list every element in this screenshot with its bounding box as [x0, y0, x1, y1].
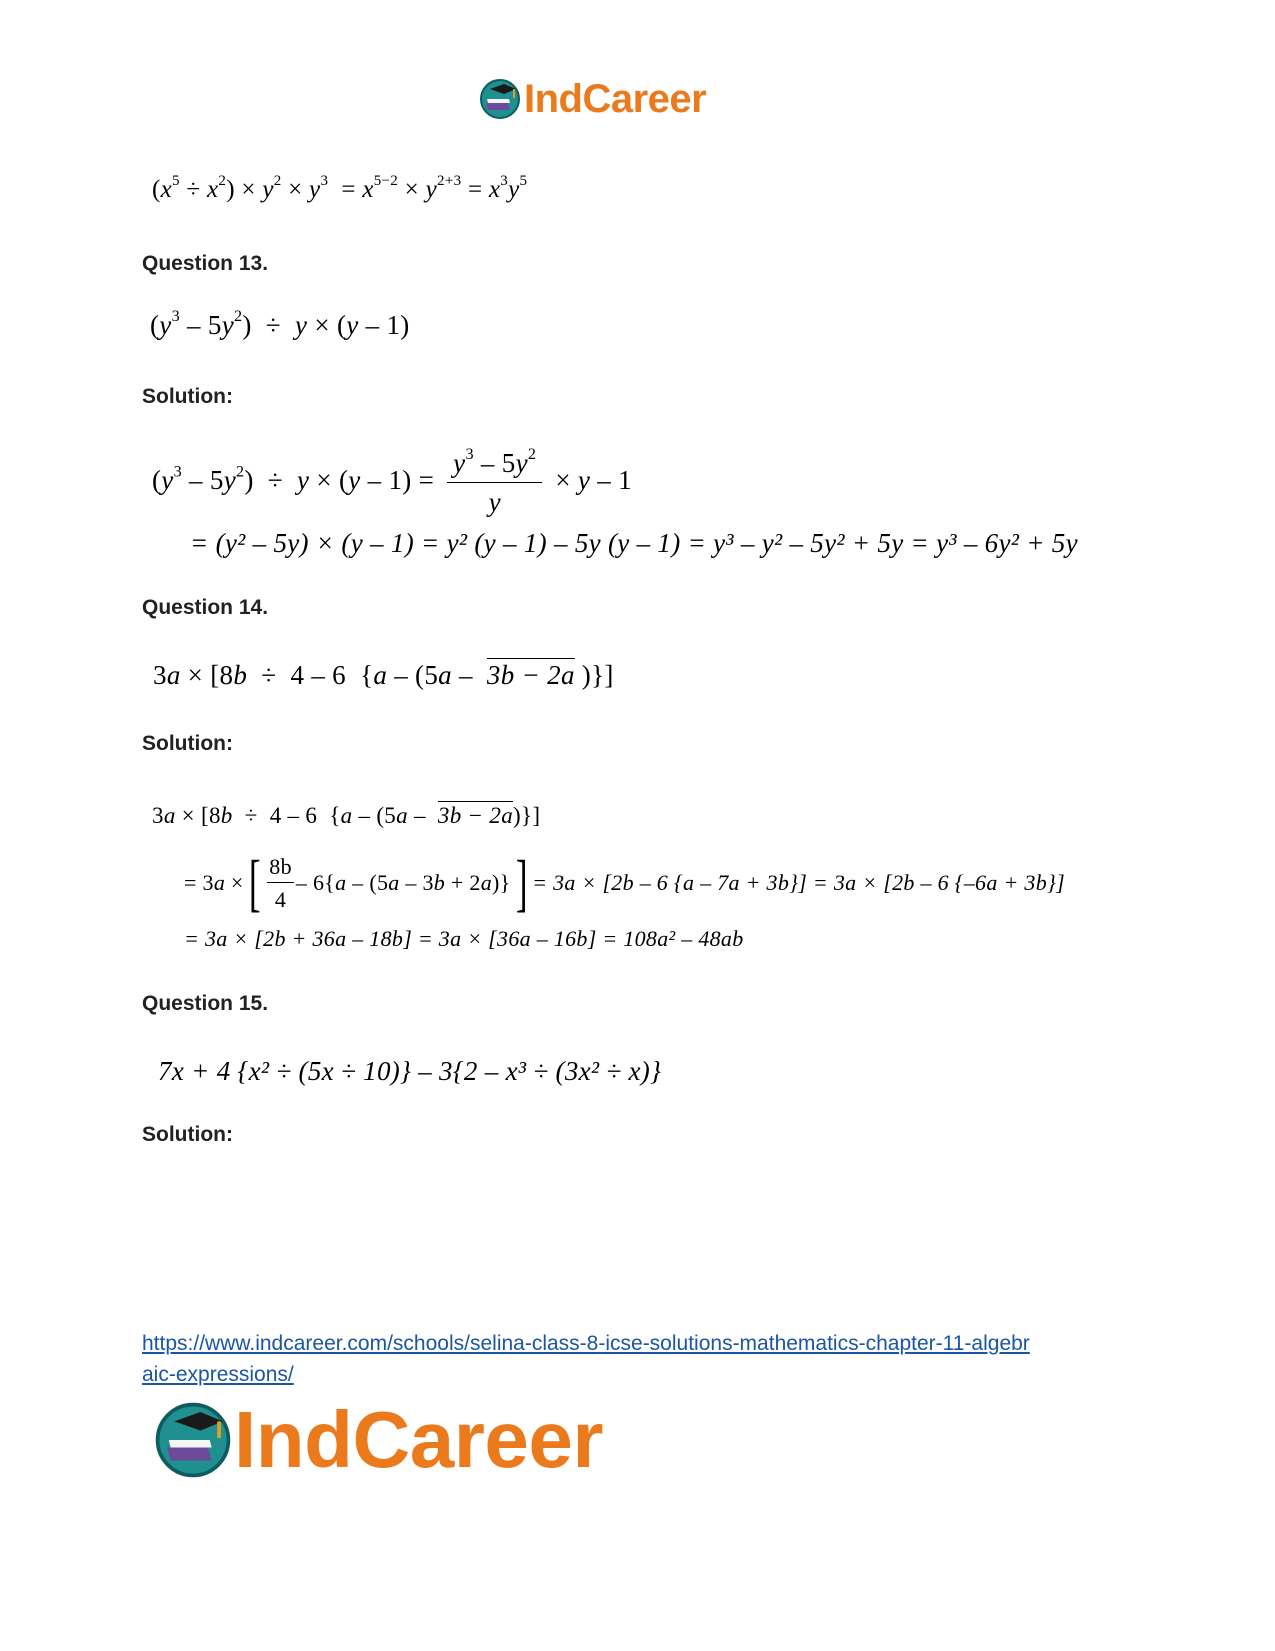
header-logo	[478, 74, 706, 124]
logo-text: IndCareer	[524, 76, 707, 121]
question-13-solution-line-1: $(y^3 - 5y^2) \div y \times (y - 1)$ = $\frac{y^3 - 5y^2}{y}$ × y – 1	[152, 445, 632, 517]
question-14-heading: Question 14.	[142, 596, 269, 619]
question-13-solution-label: Solution:	[142, 385, 233, 408]
question-13-solution-line-2: = (y² – 5y) × (y – 1) = y² (y – 1) – 5y (y – 1) = y³ – y² – 5y² + 5y = y³ – 6y² + 5y	[190, 528, 1078, 558]
question-14-problem: 3a × [8b ÷ 4 – 6 {a – (5a – 3b − 2a )}]	[153, 660, 614, 690]
fraction: $\frac{y^3 - 5y^2}{y}$	[447, 448, 542, 518]
logo-text: IndCareer	[234, 1395, 603, 1484]
question-13-problem: $(y^3 - 5y^2) \div y \times (y - 1)$	[150, 307, 410, 340]
logo-globe-icon	[478, 77, 522, 121]
question-14-solution-label: Solution:	[142, 732, 233, 755]
question-15-problem: 7x + 4 {x² ÷ (5x ÷ 10)} – 3{2 – x³ ÷ (3x² ÷ x)}	[158, 1056, 662, 1086]
source-url-link[interactable]: https://www.indcareer.com/schools/selina-class-8-icse-solutions-mathematics-chapter-11-algebr aic-expressions/	[142, 1332, 1030, 1386]
question-14-solution-line-2: = 3a × [ $\frac{8b}{4}$ – 6{a – (5a – 3b + 2a)} ] = 3a × [2b – 6 {a – 7a + 3b}] = 3a × [2b – 6 {–6a + 3b}]	[184, 847, 1065, 918]
question-15-solution-label: Solution:	[142, 1123, 233, 1146]
previous-solution-line: $(x^5 \div x^2) \times y^2 \times y^3 = x^{5-2} \times y^{2+3} = x^3y^5$	[152, 173, 528, 203]
logo-globe-icon	[152, 1399, 234, 1481]
question-15-heading: Question 15.	[142, 992, 269, 1015]
footer-logo	[152, 1395, 603, 1484]
question-14-solution-line-1: 3a × [8b ÷ 4 – 6 {a – (5a – 3b − 2a)}]	[152, 803, 541, 828]
question-14-solution-line-3: = 3a × [2b + 36a – 18b] = 3a × [36a – 16b] = 108a² – 48ab	[184, 926, 744, 951]
question-13-heading: Question 13.	[142, 252, 269, 275]
